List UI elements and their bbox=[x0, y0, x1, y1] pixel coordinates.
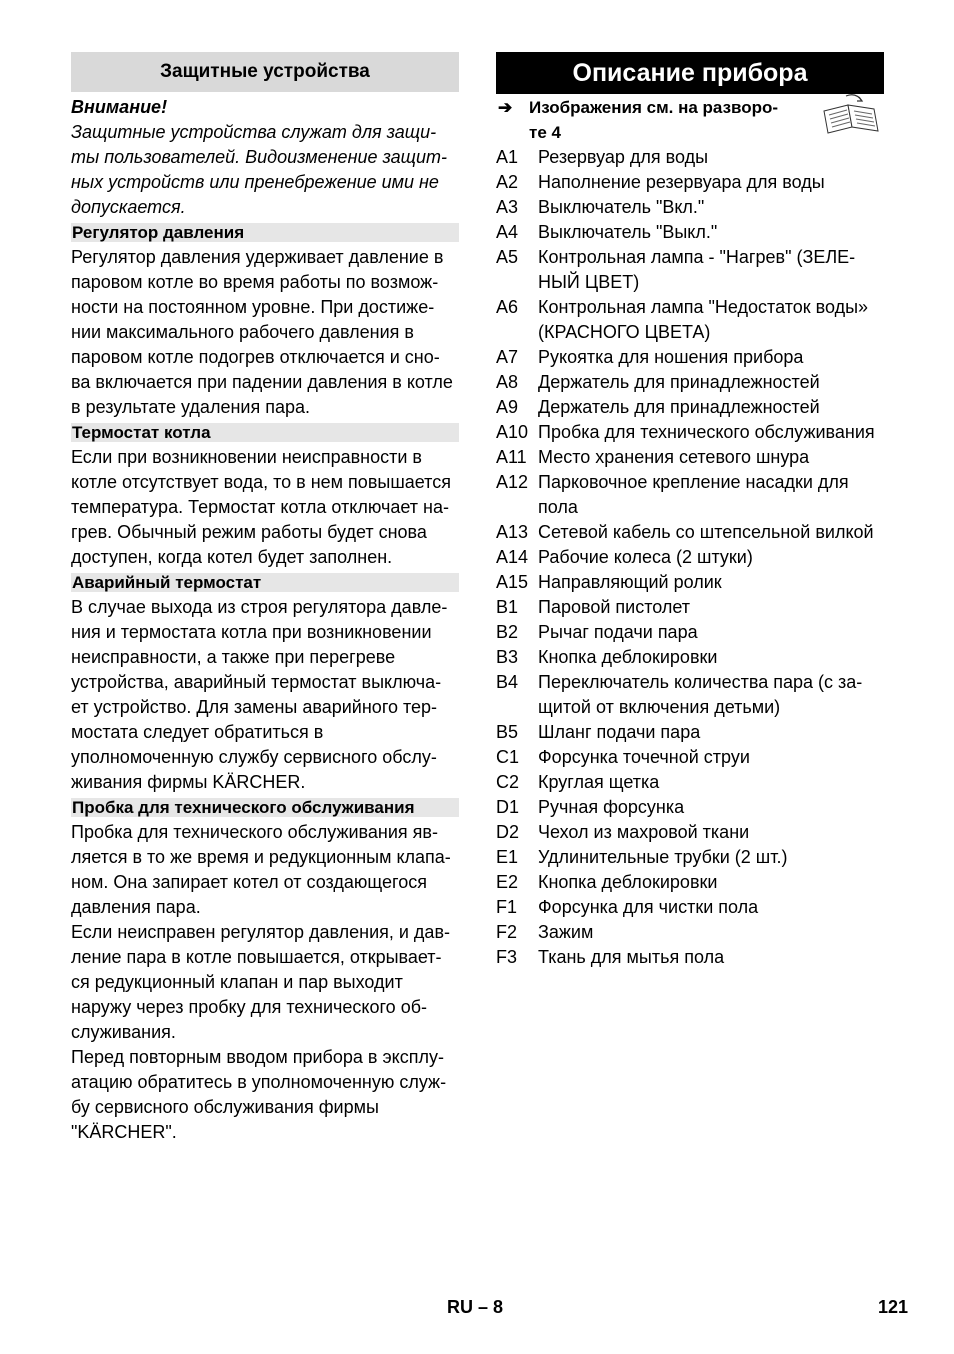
list-item bbox=[496, 420, 884, 445]
list-item bbox=[496, 620, 884, 645]
text-line: допускается. bbox=[71, 197, 186, 217]
list-item bbox=[496, 870, 884, 895]
text-line: ных устройств или пренебрежение ими не bbox=[71, 172, 439, 192]
text-line: уполномоченную службу сервисного обслу- bbox=[71, 747, 437, 767]
text-line: бу сервисного обслуживания фирмы bbox=[71, 1097, 379, 1117]
text-line: Парковочное крепление насадки для bbox=[538, 472, 849, 492]
text-line: неисправности, а также при перегреве bbox=[71, 647, 396, 667]
item-code: A12 bbox=[496, 472, 529, 492]
left-column bbox=[71, 52, 459, 1145]
list-item bbox=[496, 770, 884, 795]
text-line: Изображения см. на разворо- bbox=[529, 98, 779, 117]
item-code: C1 bbox=[496, 747, 520, 767]
footer-page-number: 121 bbox=[878, 1297, 909, 1317]
list-item bbox=[496, 745, 884, 770]
text-line: щитой от включения детьми) bbox=[538, 697, 781, 717]
subheading-emergency-thermostat: Аварийный термостат bbox=[71, 573, 459, 592]
list-item bbox=[496, 945, 884, 970]
item-description bbox=[538, 870, 717, 895]
list-item bbox=[496, 245, 884, 295]
item-description bbox=[538, 420, 875, 445]
item-description bbox=[538, 920, 593, 945]
item-description bbox=[538, 670, 862, 720]
list-item bbox=[496, 445, 884, 470]
text-line: Ткань для мытья пола bbox=[538, 947, 725, 967]
text-line: в результате удаления пара. bbox=[71, 397, 310, 417]
list-item bbox=[496, 395, 884, 420]
item-description bbox=[538, 945, 724, 970]
text-line: Пробка для технического обслуживания яв- bbox=[71, 822, 438, 842]
text-line: Регулятор давления удерживает давление в bbox=[71, 247, 444, 267]
list-item bbox=[496, 195, 884, 220]
text-line: Перед повторным вводом прибора в эксплу- bbox=[71, 1047, 444, 1067]
page-title: Описание прибора bbox=[496, 52, 884, 94]
text-line: мостата следует обратиться в bbox=[71, 722, 324, 742]
item-description bbox=[538, 520, 874, 545]
text-line: Направляющий ролик bbox=[538, 572, 722, 592]
item-code: A3 bbox=[496, 197, 519, 217]
text-line: Кнопка деблокировки bbox=[538, 647, 718, 667]
text-line: Пробка для технического обслуживания bbox=[538, 422, 875, 442]
item-code: A7 bbox=[496, 347, 519, 367]
text-line: те 4 bbox=[529, 123, 561, 142]
text-line: Форсунка точечной струи bbox=[538, 747, 750, 767]
text-line: Ручная форсунка bbox=[538, 797, 685, 817]
list-item bbox=[496, 545, 884, 570]
item-description bbox=[538, 445, 809, 470]
text-line: атацию обратитесь в уполномоченную служ- bbox=[71, 1072, 447, 1092]
text-line: Рычаг подачи пара bbox=[538, 622, 698, 642]
item-code: A1 bbox=[496, 147, 519, 167]
paragraph-emergency-thermostat bbox=[71, 595, 459, 795]
text-line: Круглая щетка bbox=[538, 772, 660, 792]
item-code: A10 bbox=[496, 422, 529, 442]
text-line: служивания. bbox=[71, 1022, 176, 1042]
item-code: F1 bbox=[496, 897, 518, 917]
text-line: (КРАСНОГО ЦВЕТА) bbox=[538, 322, 711, 342]
text-line: грев. Обычный режим работы будет снова bbox=[71, 522, 427, 542]
text-line: ет устройство. Для замены аварийного тер- bbox=[71, 697, 438, 717]
text-line: котле отсутствует вода, то в нем повышается bbox=[71, 472, 451, 492]
text-line: доступен, когда котел будет заполнен. bbox=[71, 547, 393, 567]
list-item bbox=[496, 920, 884, 945]
paragraph-maintenance-plug bbox=[71, 820, 459, 1145]
text-line: пола bbox=[538, 497, 578, 517]
item-code: B3 bbox=[496, 647, 519, 667]
item-description bbox=[538, 470, 849, 520]
text-line: Контрольная лампа "Недостаток воды» bbox=[538, 297, 869, 317]
text-line: живания фирмы KÄRCHER. bbox=[71, 772, 306, 792]
item-code: A6 bbox=[496, 297, 519, 317]
text-line: В случае выхода из строя регулятора давле- bbox=[71, 597, 448, 617]
text-line: ление пара в котле повышается, открывает- bbox=[71, 947, 442, 967]
component-list bbox=[496, 145, 884, 970]
text-line: паровом котле подогрев отключается и сно- bbox=[71, 347, 440, 367]
text-line: Выключатель "Выкл." bbox=[538, 222, 718, 242]
text-line: Выключатель "Вкл." bbox=[538, 197, 705, 217]
item-code: A2 bbox=[496, 172, 519, 192]
text-line: Шланг подачи пара bbox=[538, 722, 701, 742]
item-description bbox=[538, 370, 820, 395]
text-line: "KÄRCHER". bbox=[71, 1122, 177, 1142]
see-figures-note bbox=[496, 95, 884, 145]
list-item bbox=[496, 145, 884, 170]
subheading-boiler-thermostat: Термостат котла bbox=[71, 423, 459, 442]
list-item bbox=[496, 895, 884, 920]
item-description bbox=[538, 295, 868, 345]
item-description bbox=[538, 820, 749, 845]
item-description bbox=[538, 770, 659, 795]
list-item bbox=[496, 370, 884, 395]
list-item bbox=[496, 795, 884, 820]
text-line: Если неисправен регулятор давления, и дав- bbox=[71, 922, 451, 942]
item-description bbox=[538, 620, 698, 645]
item-description bbox=[538, 895, 758, 920]
item-description bbox=[538, 220, 717, 245]
item-code: C2 bbox=[496, 772, 520, 792]
item-description bbox=[538, 595, 690, 620]
list-item bbox=[496, 845, 884, 870]
text-line: ся редукционный клапан и пар выходит bbox=[71, 972, 403, 992]
text-line: Защитные устройства служат для защи- bbox=[71, 122, 437, 142]
list-item bbox=[496, 820, 884, 845]
text-line: Кнопка деблокировки bbox=[538, 872, 718, 892]
item-description bbox=[538, 170, 825, 195]
item-code: B2 bbox=[496, 622, 519, 642]
text-line: ности на постоянном уровне. При достиже- bbox=[71, 297, 435, 317]
subheading-pressure-regulator: Регулятор давления bbox=[71, 223, 459, 242]
item-code: D1 bbox=[496, 797, 520, 817]
subheading-maintenance-plug: Пробка для технического обслуживания bbox=[71, 798, 459, 817]
item-description bbox=[538, 545, 753, 570]
item-code: B1 bbox=[496, 597, 519, 617]
item-code: F2 bbox=[496, 922, 518, 942]
text-line: Если при возникновении неисправности в bbox=[71, 447, 422, 467]
text-line: ном. Она запирает котел от создающегося bbox=[71, 872, 427, 892]
item-code: B5 bbox=[496, 722, 519, 742]
item-code: A8 bbox=[496, 372, 519, 392]
item-description bbox=[538, 795, 684, 820]
footer-page-label: RU – 8 bbox=[447, 1297, 504, 1317]
text-line: НЫЙ ЦВЕТ) bbox=[538, 272, 640, 292]
list-item bbox=[496, 520, 884, 545]
see-figures-text bbox=[529, 95, 778, 145]
list-item bbox=[496, 170, 884, 195]
item-description bbox=[538, 245, 855, 295]
list-item bbox=[496, 645, 884, 670]
item-description bbox=[538, 345, 803, 370]
item-description bbox=[538, 570, 722, 595]
item-description bbox=[538, 745, 750, 770]
text-line: нии максимального рабочего давления в bbox=[71, 322, 414, 342]
text-line: Сетевой кабель со штепсельной вилкой bbox=[538, 522, 874, 542]
text-line: Резервуар для воды bbox=[538, 147, 709, 167]
warning-text bbox=[71, 120, 459, 220]
arrow-right-icon: ➔ bbox=[498, 98, 513, 117]
text-line: Держатель для принадлежностей bbox=[538, 397, 820, 417]
list-item bbox=[496, 570, 884, 595]
item-description bbox=[538, 145, 708, 170]
list-item bbox=[496, 595, 884, 620]
text-line: ва включается при падении давления в котле bbox=[71, 372, 453, 392]
warning-title: Внимание! bbox=[71, 97, 168, 117]
text-line: ния и термостата котла при возникновении bbox=[71, 622, 432, 642]
text-line: ляется в то же время и редукционным клапа- bbox=[71, 847, 451, 867]
list-item bbox=[496, 470, 884, 520]
text-line: температура. Термостат котла отключает на- bbox=[71, 497, 449, 517]
text-line: давления пара. bbox=[71, 897, 201, 917]
item-description bbox=[538, 720, 700, 745]
text-line: Форсунка для чистки пола bbox=[538, 897, 759, 917]
list-item bbox=[496, 295, 884, 345]
item-code: B4 bbox=[496, 672, 519, 692]
right-column bbox=[496, 52, 884, 970]
item-description bbox=[538, 845, 788, 870]
list-item bbox=[496, 670, 884, 720]
text-line: Место хранения сетевого шнура bbox=[538, 447, 810, 467]
text-line: Удлинительные трубки (2 шт.) bbox=[538, 847, 788, 867]
item-code: A4 bbox=[496, 222, 519, 242]
text-line: Чехол из махровой ткани bbox=[538, 822, 750, 842]
list-item bbox=[496, 720, 884, 745]
item-description bbox=[538, 645, 717, 670]
item-code: E1 bbox=[496, 847, 519, 867]
text-line: Зажим bbox=[538, 922, 594, 942]
item-code: A5 bbox=[496, 247, 519, 267]
text-line: устройства, аварийный термостат выключа- bbox=[71, 672, 442, 692]
text-line: Рукоятка для ношения прибора bbox=[538, 347, 804, 367]
text-line: наружу через пробку для технического об- bbox=[71, 997, 428, 1017]
book-icon bbox=[818, 93, 884, 137]
text-line: Наполнение резервуара для воды bbox=[538, 172, 825, 192]
item-description bbox=[538, 195, 704, 220]
item-code: A9 bbox=[496, 397, 519, 417]
item-code: A13 bbox=[496, 522, 529, 542]
item-code: F3 bbox=[496, 947, 518, 967]
text-line: Контрольная лампа - "Нагрев" (ЗЕЛЕ- bbox=[538, 247, 856, 267]
text-line: ты пользователей. Видоизменение защит- bbox=[71, 147, 447, 167]
text-line: Рабочие колеса (2 штуки) bbox=[538, 547, 753, 567]
item-code: D2 bbox=[496, 822, 520, 842]
item-code: A15 bbox=[496, 572, 529, 592]
item-code: A14 bbox=[496, 547, 529, 567]
list-item bbox=[496, 345, 884, 370]
item-code: A11 bbox=[496, 447, 527, 467]
text-line: Паровой пистолет bbox=[538, 597, 691, 617]
paragraph-pressure-regulator bbox=[71, 245, 459, 420]
item-description bbox=[538, 395, 820, 420]
text-line: паровом котле во время работы по возмож- bbox=[71, 272, 439, 292]
paragraph-boiler-thermostat bbox=[71, 445, 459, 570]
list-item bbox=[496, 220, 884, 245]
section-header-safety: Защитные устройства bbox=[71, 52, 459, 92]
item-code: E2 bbox=[496, 872, 519, 892]
text-line: Держатель для принадлежностей bbox=[538, 372, 820, 392]
text-line: Переключатель количества пара (с за- bbox=[538, 672, 863, 692]
